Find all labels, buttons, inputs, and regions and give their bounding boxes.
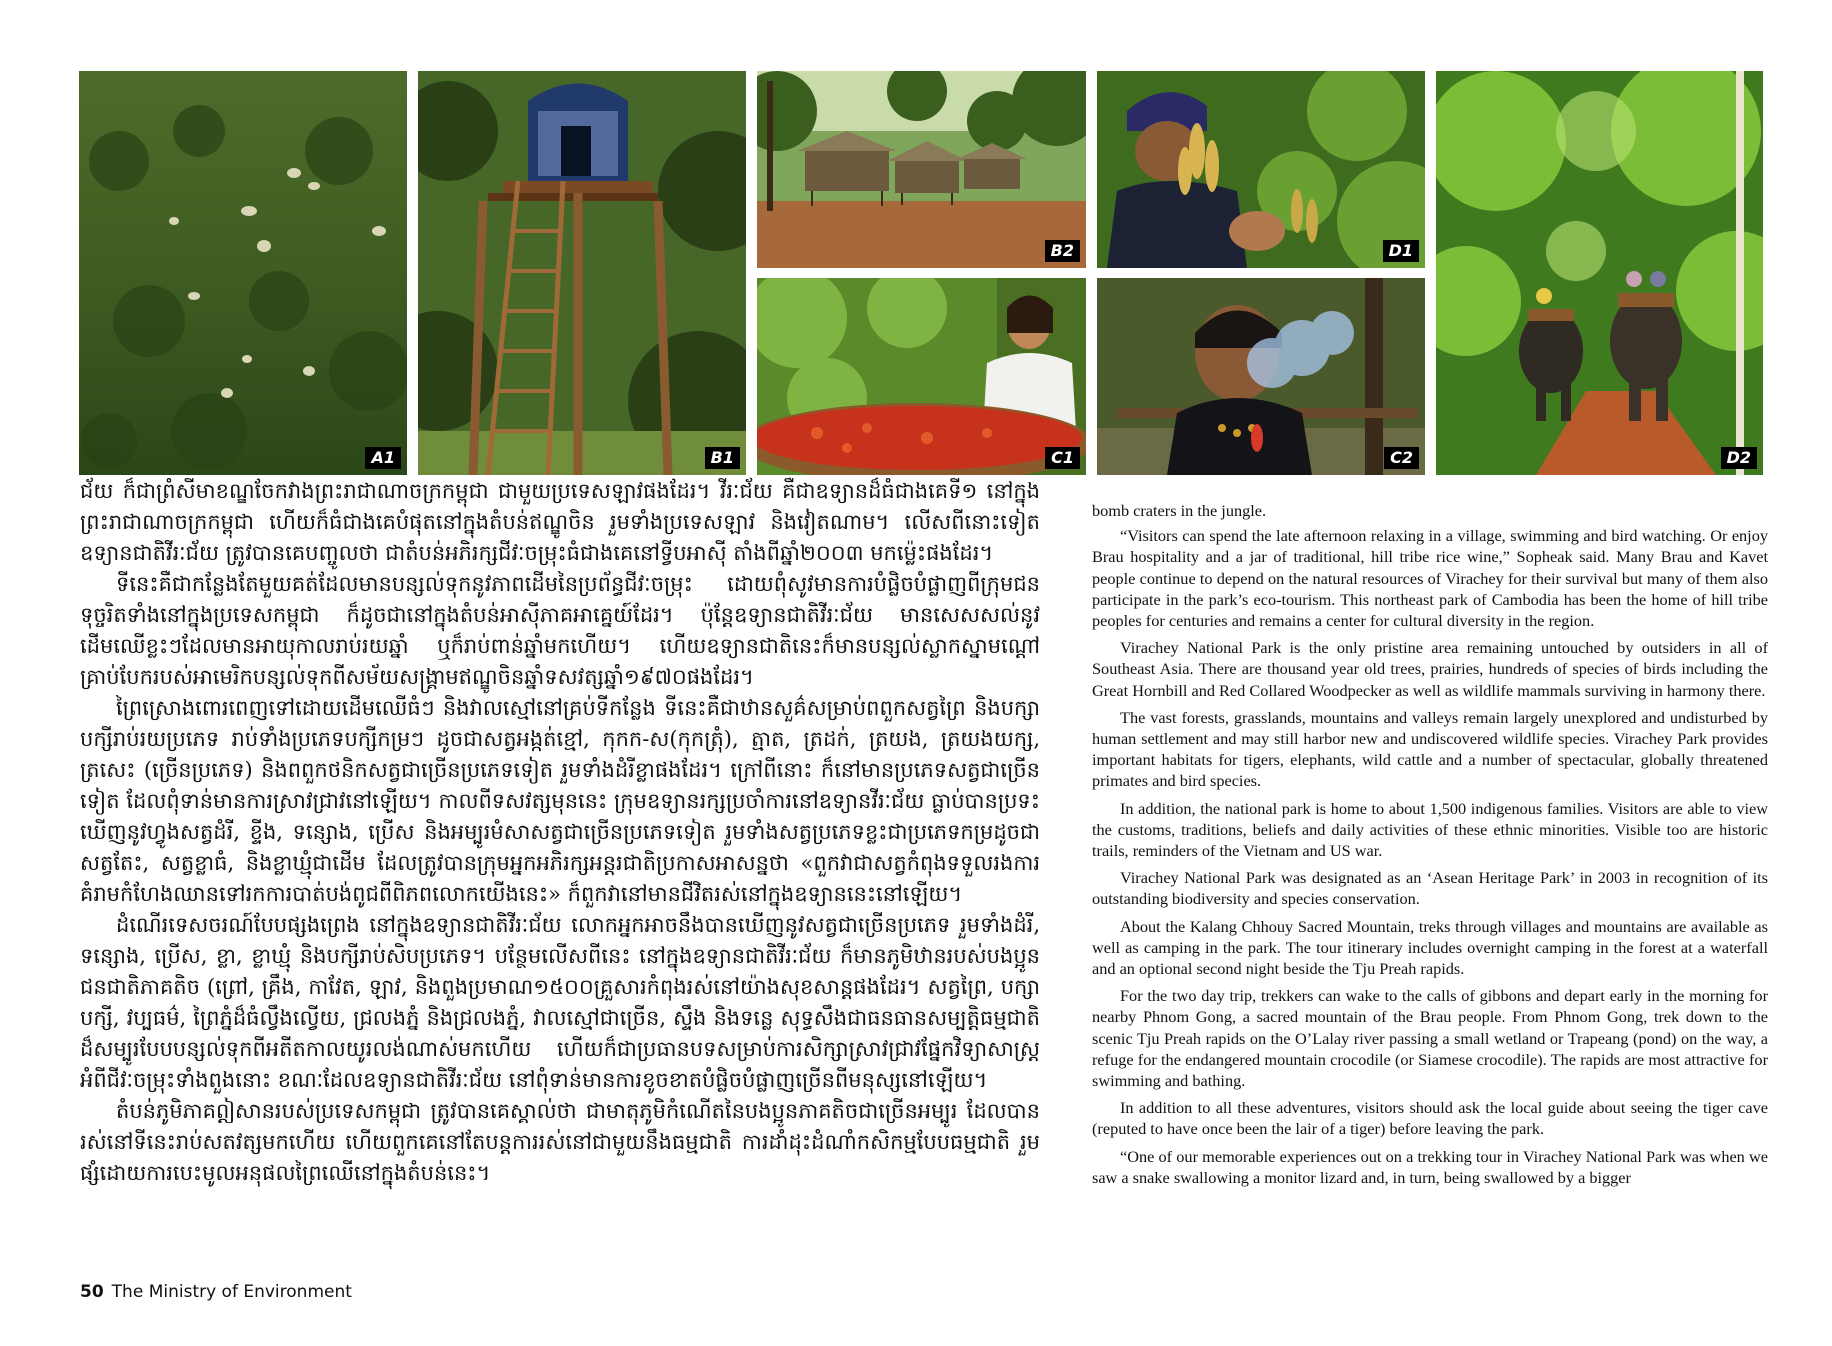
photo-label-d1: D1 [1383, 240, 1419, 262]
photo-d1 [1097, 71, 1425, 268]
english-paragraph: Virachey National Park was designated as an ‘Asean Heritage Park’ in 2003 in recognition of its outstanding biodiversity and species conservation. [1092, 868, 1768, 909]
photo-label-a1: A1 [365, 447, 401, 469]
photo-label-c1: C1 [1045, 447, 1080, 469]
english-paragraph: The vast forests, grasslands, mountains and valleys remain largely unexplored and undisturbed by human settlement and may still harbor new and undiscovered wildlife species. Virachey Park provides important habitats for tigers, elephants, wild cattle and a number of spectacular, globally threatened primates and bird species. [1092, 707, 1768, 791]
photo-c2 [1097, 278, 1425, 475]
english-paragraph: In addition to all these adventures, visitors should ask the local guide about seeing the tiger cave (reputed to have once been the lair of a tiger) before leaving the park. [1092, 1098, 1768, 1139]
photo-c1 [757, 278, 1086, 475]
english-paragraph: bomb craters in the jungle. [1092, 501, 1267, 520]
english-paragraph: In addition, the national park is home to about 1,500 indigenous families. Visitors are able to view the customs, traditions, beliefs and daily activities of these ethnic minorities. Visible too are historic trails, reminders of the Vietnam and US war. [1092, 798, 1768, 861]
khmer-paragraph: ជ័យ ក៏ជាព្រំសីមាខណ្ឌចែកវាងព្រះរាជាណាចក្រកម្ពុជា ជាមួយប្រទេសឡាវផងដែរ។ វីរៈជ័យ គឺជាឧទ្យានដ៏ធំជាងគេទី១ នៅក្នុងព្រះរាជាណាចក្រកម្ពុជា ហើយក៏ធំជាងគេបំផុតនៅក្នុងតំបន់ឥណ្ឌូចិន រួមទាំងប្រទេសឡាវ និងវៀតណាម។ លើសពីនោះទៀត ឧទ្យានជាតិវីរៈជ័យ ត្រូវបានគេបញ្ចូលថា ជាតំបន់អភិរក្សជីវៈចម្រុះធំជាងគេនៅទ្វីបអាស៊ី តាំងពីឆ្នាំ២០០៣ មកម្ល៉េះផងដែរ។ [80, 479, 1040, 565]
photo-b2 [757, 71, 1086, 268]
photo-b1 [418, 71, 746, 475]
watchtower-image [418, 71, 746, 475]
photo-label-d2: D2 [1721, 447, 1757, 469]
khmer-paragraph: ព្រៃស្រោងពោរពេញទៅដោយដើមឈើធំៗ និងវាលស្មៅនៅគ្រប់ទីកន្លែង ទីនេះគឺជាឋានសួគ៌សម្រាប់ពពួកសត្វព្រៃ និងបក្សាបក្សីរាប់រយប្រភេទ រាប់ទាំងប្រភេទបក្សីកម្រៗ ដូចជាសត្វអង្កត់ខ្មៅ, កុកក-ស(កុកត្រុំ), ត្មាត, ត្រដក់, ត្រយង, ត្រយងយក្ស, ត្រសេះ (ច្រើនប្រភេទ) និងពពួកថនិកសត្វជាច្រើនប្រភេទទៀត រួមទាំងដំរីខ្លាផងដែរ។ ក្រៅពីនោះ ក៏នៅមានប្រភេទសត្វជាច្រើនទៀត ដែលពុំទាន់មានការស្រាវជ្រាវនៅឡើយ។ កាលពីទសវត្សមុននេះ ក្រុមឧទ្យានរក្សប្រចាំការនៅឧទ្យានវីរៈជ័យ ធ្លាប់បានប្រទះឃើញនូវហ្វូងសត្វដំរី, ខ្ទីង, ទន្សោង, ប្រើស និងអម្បូរមំសាសត្វជាច្រើនប្រភេទទៀត រួមទាំងសត្វប្រភេទខ្លះជាប្រភេទកម្រដូចជា សត្វតែះ, សត្វខ្លាធំ, និងខ្លាឃ្មុំជាដើម ដែលត្រូវបានក្រុមអ្នកអភិរក្សអន្តរជាតិប្រកាសអាសន្នថា «ពួកវាជាសត្វកំពុងទទួលរងការគំរាមកំហែងឈានទៅរកការបាត់បង់ពូជពីពិភពលោកយើងនេះ» ក៏ពួកវានៅមានជីវិតរស់នៅក្នុងឧទ្យាននេះនៅឡើយ។ [80, 696, 1040, 906]
elephant-trek-image [1436, 71, 1763, 475]
english-paragraph: “One of our memorable experiences out on a trekking tour in Virachey National Park was when we saw a snake swallowing a monitor lizard and, in turn, being swallowed by a bigger [1092, 1146, 1768, 1187]
rice-harvest-image [1097, 71, 1425, 268]
khmer-paragraph: តំបន់ភូមិភាគឦសានរបស់ប្រទេសកម្ពុជា ត្រូវបានគេស្គាល់ថា ជាមាតុភូមិកំណើតនៃបងប្អូនភាគតិចជាច្រើនអម្បូរ ដែលបានរស់នៅទីនេះរាប់សតវត្សមកហើយ ហើយពួកគេនៅតែបន្តការរស់នៅជាមួយនឹងធម្មជាតិ ការដាំដុះដំណាំកសិកម្មបែបធម្មជាតិ រួមផ្សំដោយការបេះមូលអនុផលព្រៃឈើនៅក្នុងតំបន់នេះ។ [80, 1099, 1040, 1185]
woman-smoking-pipe-image [1097, 278, 1425, 475]
english-paragraph: “Visitors can spend the late afternoon relaxing in a village, swimming and bird watching. Or enjoy Brau hospitality and a jar of traditional, hill tribe rice wine,” Sopheak said. Many Brau and Kavet people continue to depend on the natural resources of Virachey for their survival but many of them also participate in the park’s eco-tourism. This northeast park of Cambodia has been the home of hill tribe peoples for centuries and remains a center for cultural diversity in the region. [1092, 526, 1768, 631]
girl-drying-chillies-image [757, 278, 1086, 475]
english-paragraph: About the Kalang Chhouy Sacred Mountain, treks through villages and mountains are available as well as camping in the park. The tour itinerary includes overnight camping in the forest at a waterfall and an optional second night beside the Tju Preah rapids. [1092, 916, 1768, 979]
khmer-text-column [80, 476, 1040, 1266]
photo-d2 [1436, 71, 1763, 475]
village-huts-image [757, 71, 1086, 268]
publication-name: The Ministry of Environment [111, 1282, 352, 1302]
aerial-forest-image [79, 71, 407, 475]
english-paragraph: For the two day trip, trekkers can wake to the calls of gibbons and depart early in the morning for nearby Phnom Gong, a sacred mountain of the Brau people. From Phnom Gong, trek down to the scenic Tju Preah rapids on the O’Lalay river passing a small wetland or Trapeang (pond) on the way, a refuge for the endangered mountain crocodile (or Siamese crocodile). The rapids are most attractive for swimming and bathing. [1092, 986, 1768, 1091]
photo-a1 [79, 71, 407, 475]
khmer-paragraph: ទីនេះគឺជាកន្លែងតែមួយគត់ដែលមានបន្សល់ទុកនូវភាពដើមនៃប្រព័ន្ធជីវៈចម្រុះ ដោយពុំសូវមានការបំផ្លិចបំផ្លាញពីក្រុមជនទុច្ចរិតទាំងនៅក្នុងប្រទេសកម្ពុជា ក៏ដូចជានៅក្នុងតំបន់អាស៊ីភាគអាគ្នេយ៍ដែរ។ ប៉ុន្តែឧទ្យានជាតិវីរៈជ័យ មានសេសសល់នូវដើមឈើខ្លះៗដែលមានអាយុកាលរាប់រយឆ្នាំ ឬក៏រាប់ពាន់ឆ្នាំមកហើយ។ ហើយឧទ្យានជាតិនេះក៏មានបន្សល់ស្លាកស្នាមណ្តៅគ្រាប់បែករបស់អាមេរិកបន្សល់ទុកពីសម័យសង្គ្រាមឥណ្ឌូចិនឆ្នាំទសវត្សឆ្នាំ១៩៧០ផងដែរ។ [80, 572, 1040, 689]
english-paragraph: Virachey National Park is the only pristine area remaining untouched by outsiders in all of Southeast Asia. There are thousand year old trees, prairies, hundreds of species of birds including the Great Hornbill and Red Collared Woodpecker as well as wildlife mammals surviving in harmony there. [1092, 638, 1768, 700]
photo-label-c2: C2 [1384, 447, 1419, 469]
photo-label-b2: B2 [1045, 240, 1080, 262]
page-footer [80, 1282, 352, 1302]
english-text-column [1092, 500, 1768, 1240]
page-number: 50 [80, 1282, 104, 1302]
photo-label-b1: B1 [705, 447, 740, 469]
khmer-paragraph: ដំណើរទេសចរណ៍បែបផ្សងព្រេង នៅក្នុងឧទ្យានជាតិវីរៈជ័យ លោកអ្នកអាចនឹងបានឃើញនូវសត្វជាច្រើនប្រភេទ រួមទាំងដំរី, ទន្សោង, ប្រើស, ខ្លា, ខ្លាឃ្មុំ និងបក្សីរាប់សិបប្រភេទ។ បន្ថែមលើសពីនេះ នៅក្នុងឧទ្យានជាតិវីរៈជ័យ ក៏មានភូមិឋានរបស់បងប្អូនជនជាតិភាគតិច (ព្រៅ, គ្រឹង, កាវែត, ឡាវ, និងពួងប្រមាណ១៥០០គ្រួសារកំពុងរស់នៅយ៉ាងសុខសាន្តផងដែរ។ សត្វព្រៃ, បក្សាបក្សី, វប្បធម៌, ព្រៃភ្នំដ៏ធំល្វឹងល្វើយ, ជ្រលងភ្នំ និងជ្រលងភ្នំ, វាលស្មៅជាច្រើន, ស្ទឹង និងទន្លេ សុទ្ធសឹងជាធនធានសម្បត្តិធម្មជាតិដ៏សម្បូរបែបបន្សល់ទុកពីអតីតកាលយូរលង់ណាស់មកហើយ ហើយក៏ជាប្រធានបទសម្រាប់ការសិក្សាស្រាវជ្រាវផ្នែកវិទ្យាសាស្ត្រអំពីជីវៈចម្រុះទាំងពួងនោះ ខណៈដែលឧទ្យានជាតិវីរៈជ័យ នៅពុំទាន់មានការខូចខាតបំផ្លិចបំផ្លាញច្រើនពីមនុស្សនៅឡើយ។ [80, 913, 1040, 1092]
